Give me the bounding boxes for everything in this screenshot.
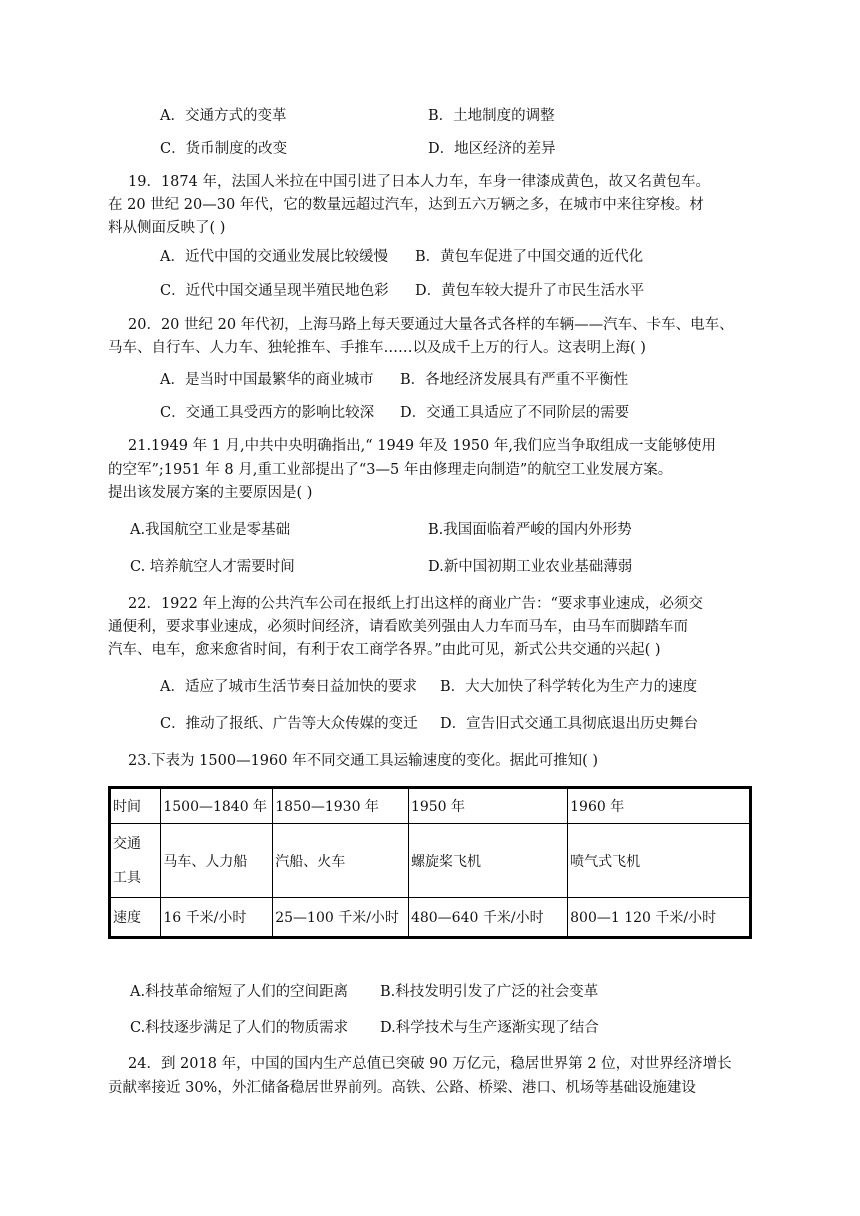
q18-option-d[interactable]: D．地区经济的差异 [428, 141, 556, 157]
q21-stem-line3: 提出该发展方案的主要原因是( ) [108, 485, 313, 501]
q23-option-a[interactable]: A.科技革命缩短了人们的空间距离 [130, 984, 349, 1000]
q22-option-c[interactable]: C．推动了报纸、广告等大众传媒的变迁 [160, 716, 418, 732]
speed-table-header-row [110, 788, 751, 824]
q19-option-a[interactable]: A．近代中国的交通业发展比较缓慢 [160, 249, 388, 265]
q21-stem-line1: 21.1949 年 1 月,中共中央明确指出,“ 1949 年及 1950 年,我们应当争取组成一支能够使用 [128, 438, 716, 454]
q18-option-b[interactable]: B．土地制度的调整 [428, 108, 555, 124]
speed-cell-3: 480—640 千米/小时 [408, 898, 567, 938]
header-cell-period-4: 1960 年 [568, 788, 751, 824]
q18-option-c[interactable]: C．货币制度的改变 [160, 141, 288, 157]
row-label-speed: 速度 [110, 898, 161, 938]
q24-stem-line2: 贡献率接近 30%，外汇储备稳居世界前列。高铁、公路、桥梁、港口、机场等基础设施建设 [108, 1080, 696, 1096]
header-cell-period-2: 1850—1930 年 [273, 788, 409, 824]
q20-option-b[interactable]: B．各地经济发展具有严重不平衡性 [400, 372, 629, 388]
q23-option-b[interactable]: B.科技发明引发了广泛的社会变革 [380, 984, 599, 1000]
tools-cell-3: 螺旋桨飞机 [408, 824, 567, 898]
speed-cell-4: 800—1 120 千米/小时 [568, 898, 751, 938]
q19-option-d[interactable]: D．黄包车较大提升了市民生活水平 [415, 283, 645, 299]
q18-option-a[interactable]: A．交通方式的变革 [160, 108, 287, 124]
q22-stem-line1: 22．1922 年上海的公共汽车公司在报纸上打出这样的商业广告：“要求事业速成，必须交 [128, 596, 703, 612]
q21-stem-line2: 的空军”;1951 年 8 月,重工业部提出了“3—5 年由修理走向制造”的航空工业发展方案。 [108, 462, 673, 478]
header-cell-period-1: 1500—1840 年 [161, 788, 273, 824]
row-label-tools-line2: 工具 [113, 869, 141, 886]
q21-option-c[interactable]: C. 培养航空人才需要时间 [130, 559, 295, 575]
tools-cell-1: 马车、人力船 [161, 824, 273, 898]
q20-option-a[interactable]: A．是当时中国最繁华的商业城市 [160, 372, 374, 388]
row-label-tools [110, 824, 161, 898]
speed-table-speed-row [110, 898, 751, 938]
header-cell-time: 时间 [110, 788, 161, 824]
q21-option-b[interactable]: B.我国面临着严峻的国内外形势 [428, 522, 632, 538]
speed-table [108, 786, 752, 939]
q20-option-c[interactable]: C．交通工具受西方的影响比较深 [160, 405, 375, 421]
q23-option-d[interactable]: D.科学技术与生产逐渐实现了结合 [380, 1020, 599, 1036]
q22-stem-line3: 汽车、电车，愈来愈省时间，有利于农工商学各界。”由此可见，新式公共交通的兴起( ) [108, 642, 661, 658]
q24-stem-line1: 24．到 2018 年，中国的国内生产总值已突破 90 万亿元，稳居世界第 2 位，对世界经济增长 [128, 1056, 732, 1072]
q19-option-b[interactable]: B．黄包车促进了中国交通的近代化 [415, 249, 644, 265]
q21-option-a[interactable]: A.我国航空工业是零基础 [130, 522, 291, 538]
q19-stem-line2: 在 20 世纪 20—30 年代，它的数量远超过汽车，达到五六万辆之多，在城市中来往穿梭。材 [108, 197, 704, 213]
speed-cell-2: 25—100 千米/小时 [273, 898, 409, 938]
speed-cell-1: 16 千米/小时 [161, 898, 273, 938]
q20-stem-line2: 马车、自行车、人力车、独轮推车、手推车……以及成千上万的行人。这表明上海( ) [108, 340, 646, 356]
q22-option-d[interactable]: D．宣告旧式交通工具彻底退出历史舞台 [440, 716, 699, 732]
q22-stem-line2: 通便利，要求事业速成，必须时间经济，请看欧美列强由人力车而马车，由马车而脚踏车而 [108, 619, 688, 635]
tools-cell-2: 汽船、火车 [273, 824, 409, 898]
q20-option-d[interactable]: D．交通工具适应了不同阶层的需要 [400, 405, 630, 421]
q21-option-d[interactable]: D.新中国初期工业农业基础薄弱 [428, 559, 633, 575]
q20-stem-line1: 20．20 世纪 20 年代初，上海马路上每天要通过大量各式各样的车辆——汽车、卡车、电车、 [128, 317, 734, 333]
q19-option-c[interactable]: C．近代中国交通呈现半殖民地色彩 [160, 283, 389, 299]
q23-option-c[interactable]: C.科技逐步满足了人们的物质需求 [130, 1020, 349, 1036]
q22-option-b[interactable]: B．大大加快了科学转化为生产力的速度 [440, 679, 698, 695]
row-label-tools-line1: 交通 [113, 835, 141, 852]
tools-cell-4: 喷气式飞机 [568, 824, 751, 898]
q19-stem-line1: 19．1874 年，法国人米拉在中国引进了日本人力车，车身一律漆成黄色，故又名黄包车。 [128, 174, 710, 190]
q23-stem: 23.下表为 1500—1960 年不同交通工具运输速度的变化。据此可推知( ) [128, 753, 599, 769]
header-cell-period-3: 1950 年 [408, 788, 567, 824]
speed-table-tools-row [110, 824, 751, 898]
q22-option-a[interactable]: A．适应了城市生活节奏日益加快的要求 [160, 679, 417, 695]
q19-stem-line3: 料从侧面反映了( ) [108, 220, 226, 236]
